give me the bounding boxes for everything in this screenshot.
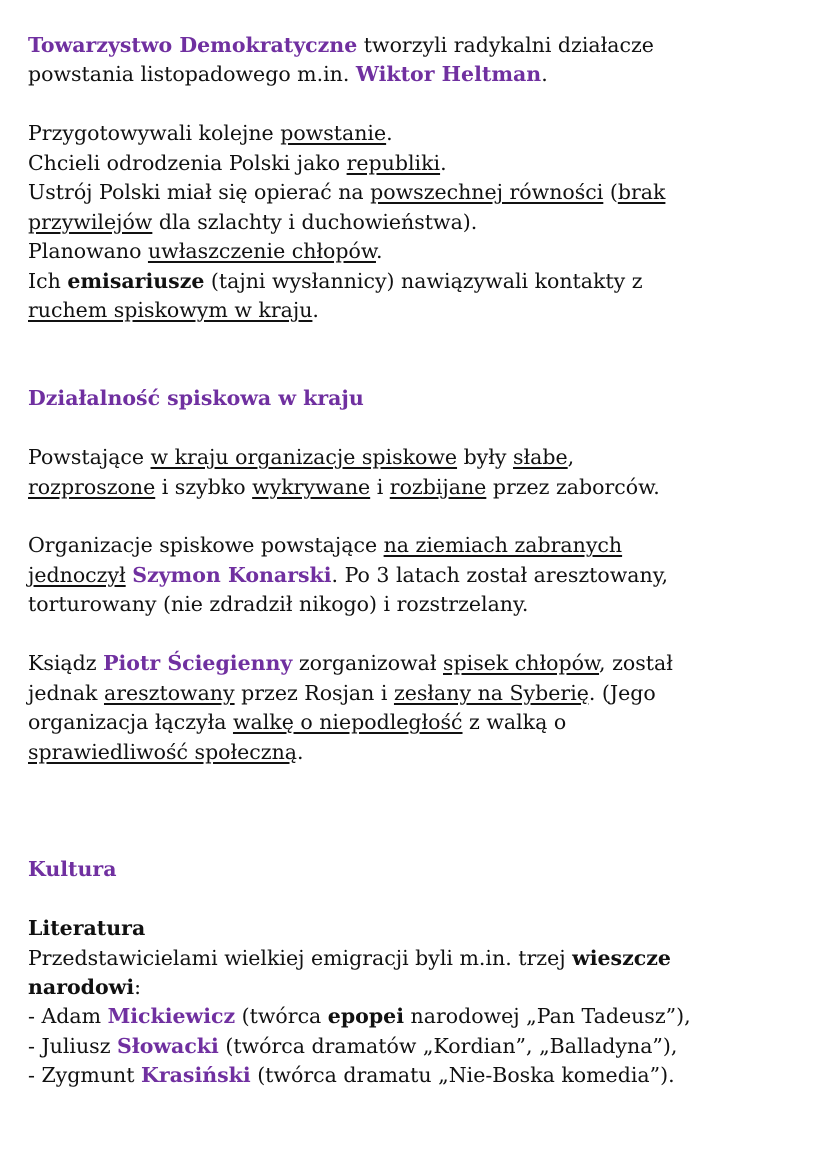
- text-run: dla szlachty i duchowieństwa).: [152, 209, 478, 234]
- underlined-phrase: uwłaszczenie chłopów: [147, 239, 376, 264]
- text-line: [28, 590, 818, 619]
- blank-line: [28, 767, 818, 796]
- text-run: Przedstawicielami wielkiej emigracji byli m.in. trzej: [28, 945, 573, 970]
- underlined-phrase: powszechnej równości: [370, 180, 604, 205]
- text-run: Ich: [28, 268, 68, 293]
- text-run: .: [386, 121, 393, 146]
- text-run: Przygotowywali kolejne: [28, 121, 281, 146]
- highlighted-name: Towarzystwo Demokratyczne: [28, 33, 358, 57]
- bold-term: epopei: [327, 1004, 405, 1029]
- highlighted-name: Słowacki: [117, 1033, 219, 1058]
- underlined-phrase: zesłany na Syberię: [393, 680, 589, 705]
- text-run: - Adam: [28, 1004, 108, 1029]
- blank-line: [28, 620, 818, 649]
- text-line: [28, 973, 818, 1002]
- text-line: [28, 708, 818, 737]
- text-line: [28, 561, 818, 590]
- bold-term: Literatura: [28, 916, 146, 941]
- text-line: [28, 178, 818, 207]
- text-run: narodowej „Pan Tadeusz”),: [404, 1004, 691, 1029]
- document-page: [28, 31, 818, 1091]
- text-line: [28, 473, 818, 502]
- text-run: (tajni wysłannicy) nawiązywali kontakty z: [204, 268, 643, 293]
- text-run: przez Rosjan i: [234, 680, 394, 705]
- bold-term: wieszcze: [572, 945, 671, 970]
- text-run: organizacja łączyła: [28, 710, 233, 735]
- highlighted-name: Piotr Ściegienny: [103, 651, 293, 676]
- underlined-phrase: rozbijane: [389, 474, 487, 499]
- text-run: Ksiądz: [28, 651, 104, 676]
- text-run: .: [375, 239, 383, 264]
- text-run: powstania listopadowego m.in.: [28, 62, 356, 87]
- text-line: [28, 1061, 818, 1090]
- blank-line: [28, 355, 818, 384]
- text-run: (: [603, 180, 618, 205]
- highlighted-name: Wiktor Heltman: [355, 62, 542, 87]
- text-line: [28, 31, 818, 60]
- underlined-phrase: rozproszone: [28, 474, 156, 499]
- text-line: [28, 384, 818, 413]
- highlighted-name: Szymon Konarski: [132, 562, 332, 587]
- highlighted-name: Mickiewicz: [107, 1004, 236, 1029]
- underlined-phrase: w kraju organizacje spiskowe: [150, 445, 458, 470]
- blank-line: [28, 90, 818, 119]
- text-line: [28, 267, 818, 296]
- text-run: - Juliusz: [28, 1033, 118, 1058]
- text-run: (twórca dramatów „Kordian”, „Balladyna”),: [218, 1033, 678, 1058]
- underlined-phrase: walkę o niepodległość: [232, 710, 463, 735]
- text-run: :: [134, 975, 142, 999]
- text-run: Powstające: [28, 445, 151, 470]
- text-run: były: [457, 445, 514, 470]
- underlined-phrase: ruchem spiskowym w kraju: [28, 297, 313, 322]
- text-run: . Po 3 latach został aresztowany,: [331, 562, 669, 587]
- text-line: [28, 237, 818, 266]
- text-run: .: [440, 150, 447, 175]
- blank-line: [28, 796, 818, 825]
- text-run: tworzyli radykalni działacze: [357, 33, 654, 57]
- text-run: . (Jego: [588, 680, 656, 705]
- text-run: (twórca dramatu „Nie-Boska komedia”).: [250, 1063, 675, 1088]
- bold-term: emisariusze: [67, 268, 205, 293]
- text-line: [28, 649, 818, 678]
- text-run: (twórca: [235, 1004, 328, 1029]
- text-run: torturowany (nie zdradził nikogo) i rozstrzelany.: [28, 592, 529, 617]
- text-line: [28, 149, 818, 178]
- text-line: [28, 914, 818, 943]
- highlighted-name: Krasiński: [141, 1063, 251, 1088]
- text-line: [28, 944, 818, 973]
- text-run: .: [312, 297, 319, 322]
- text-run: przez zaborców.: [486, 474, 660, 499]
- text-line: [28, 443, 818, 472]
- text-line: [28, 1032, 818, 1061]
- underlined-phrase: spisek chłopów: [443, 651, 600, 676]
- text-run: , został: [599, 651, 673, 676]
- text-run: Chcieli odrodzenia Polski jako: [28, 150, 347, 175]
- underlined-phrase: aresztowany: [103, 680, 235, 705]
- text-run: i: [370, 474, 390, 499]
- blank-line: [28, 826, 818, 855]
- underlined-phrase: sprawiedliwość społeczną: [28, 739, 298, 764]
- section-heading: Działalność spiskowa w kraju: [28, 386, 364, 411]
- bold-term: narodowi: [28, 975, 135, 999]
- text-line: [28, 679, 818, 708]
- text-run: - Zygmunt: [28, 1063, 141, 1088]
- text-line: [28, 1002, 818, 1031]
- underlined-phrase: republiki: [346, 150, 441, 175]
- text-run: z walką o: [462, 710, 567, 735]
- text-line: [28, 855, 818, 884]
- underlined-phrase: wykrywane: [252, 474, 371, 499]
- text-line: [28, 296, 818, 325]
- underlined-phrase: słabe: [513, 445, 568, 470]
- text-run: zorganizował: [292, 651, 443, 676]
- section-heading: Kultura: [28, 857, 117, 882]
- blank-line: [28, 502, 818, 531]
- text-line: [28, 208, 818, 237]
- underlined-phrase: brak: [617, 180, 666, 205]
- text-run: .: [541, 62, 548, 87]
- blank-line: [28, 325, 818, 354]
- text-run: Planowano: [28, 239, 148, 264]
- text-run: ,: [567, 445, 575, 470]
- text-run: Organizacje spiskowe powstające: [28, 533, 384, 558]
- underlined-phrase: jednoczył: [28, 562, 126, 587]
- text-line: [28, 531, 818, 560]
- text-line: [28, 60, 818, 89]
- text-line: [28, 738, 818, 767]
- text-run: jednak: [28, 680, 104, 705]
- underlined-phrase: na ziemiach zabranych: [383, 533, 623, 558]
- text-run: Ustrój Polski miał się opierać na: [28, 180, 371, 205]
- text-line: [28, 119, 818, 148]
- text-run: .: [297, 739, 304, 764]
- underlined-phrase: przywilejów: [28, 209, 153, 234]
- blank-line: [28, 414, 818, 443]
- text-run: i szybko: [155, 474, 253, 499]
- underlined-phrase: powstanie: [280, 121, 387, 146]
- blank-line: [28, 885, 818, 914]
